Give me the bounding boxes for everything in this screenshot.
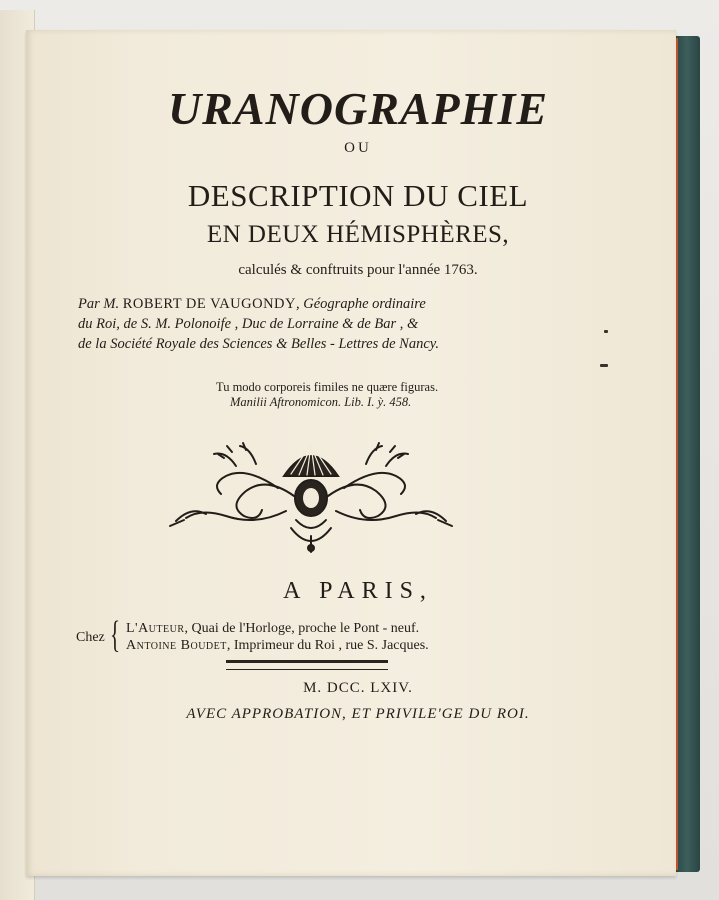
double-rule-divider: [226, 660, 388, 670]
publisher-line-2: [126, 637, 606, 654]
book-subtitle: DESCRIPTION DU CIEL: [187, 178, 529, 213]
publication-date: M. DCC. LXIV.: [303, 680, 413, 696]
book-title: URANOGRAPHIE: [167, 83, 549, 134]
author-line-1: [78, 294, 638, 314]
publisher-2-name: Antoine Boudet: [126, 638, 227, 653]
publisher-2-address: , Imprimeur du Roi , rue S. Jacques.: [226, 638, 429, 653]
publisher-1-address: , Quai de l'Horloge, proche le Pont - neuf.: [184, 621, 420, 636]
calculation-line: calculés & conftruits pour l'année 1763.: [238, 262, 478, 278]
author-name: ROBERT DE VAUGONDY: [122, 296, 297, 312]
author-line-3: de la Société Royale des Sciences & Belles - Lettres de Nancy.: [78, 336, 440, 352]
publisher-line-1: [126, 620, 606, 637]
epigraph-source: Manilii Aftronomicon. Lib. I. ỳ. 458.: [230, 395, 412, 409]
author-prefix: Par M.: [78, 296, 120, 312]
author-line-2: du Roi, de S. M. Polonoife , Duc de Lorraine & de Bar , &: [78, 316, 419, 332]
floral-ornament-icon: [166, 436, 456, 556]
approbation-line: AVEC APPROBATION, ET PRIVILE'GE DU ROI.: [186, 706, 530, 722]
author-title: , Géographe ordinaire: [296, 296, 426, 312]
page-mark: [600, 364, 608, 367]
chez-label: Chez: [76, 630, 105, 645]
author-block: [78, 294, 638, 354]
brace-icon: {: [110, 614, 121, 656]
book-subtitle-2: EN DEUX HÉMISPHÈRES,: [206, 221, 510, 248]
epigraph: [216, 380, 438, 410]
book-cover-spine: [676, 36, 700, 872]
epigraph-quote: Tu modo corporeis fimiles ne quære figuras.: [216, 380, 439, 394]
publisher-1-name: L'Auteur: [126, 621, 185, 636]
title-conjunction: OU: [344, 140, 372, 156]
page-mark: [604, 330, 608, 333]
imprint-city: A PARIS,: [283, 578, 433, 604]
publisher-lines: [126, 620, 606, 654]
title-page: [26, 30, 676, 876]
